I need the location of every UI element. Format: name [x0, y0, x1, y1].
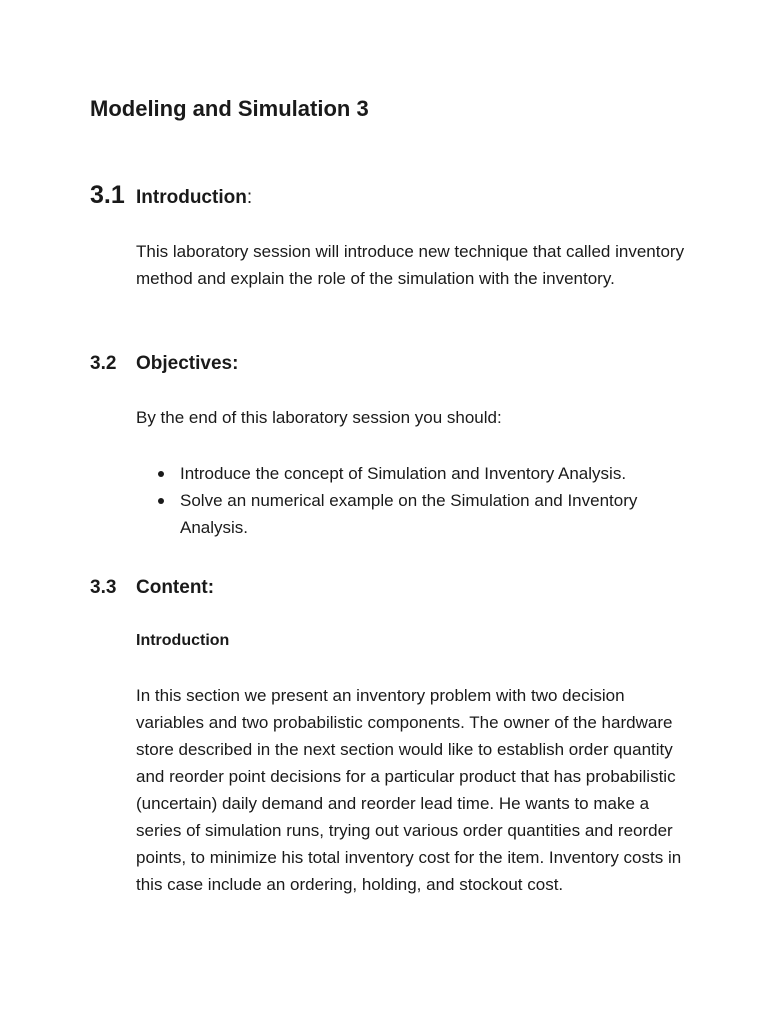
bullet-icon — [158, 498, 164, 504]
document-title: Modeling and Simulation 3 — [90, 96, 369, 121]
list-item — [136, 487, 696, 541]
section-title-suffix: : — [246, 187, 253, 208]
section-number: 3.3 — [90, 577, 117, 598]
section-heading-3-3 — [90, 572, 214, 602]
section-number: 3.2 — [90, 353, 117, 374]
subsection-heading: Introduction — [136, 632, 230, 649]
list-item — [136, 460, 696, 487]
section-heading-3-2 — [90, 348, 238, 378]
section-title: Introduction — [136, 187, 247, 208]
bullet-icon — [158, 471, 164, 477]
section-heading-3-1 — [90, 180, 252, 210]
objectives-list — [136, 460, 696, 541]
section-number: 3.1 — [90, 181, 125, 209]
section-title: Content: — [136, 577, 215, 598]
list-item-text: Solve an numerical example on the Simulation and Inventory Analysis. — [180, 491, 638, 537]
list-item-text: Introduce the concept of Simulation and Inventory Analysis. — [180, 464, 627, 483]
section-body-3-1: This laboratory session will introduce new technique that called inventory method and explain the role of the simulation with the inventory. — [136, 242, 685, 288]
section-body-3-3: In this section we present an inventory problem with two decision variables and two probabilistic components. The owner of the hardware store described in the next section would like to establish order quantity and reorder point decisions for a particular product that has probabilistic (uncertain) daily demand and reorder lead time. He wants to make a series of simulation runs, trying out various order quantities and reorder points, to minimize his total inventory cost for the item. Inventory costs in this case include an ordering, holding, and stockout cost. — [136, 686, 682, 894]
section-body-3-2: By the end of this laboratory session you should: — [136, 408, 502, 427]
section-title: Objectives: — [136, 353, 239, 374]
